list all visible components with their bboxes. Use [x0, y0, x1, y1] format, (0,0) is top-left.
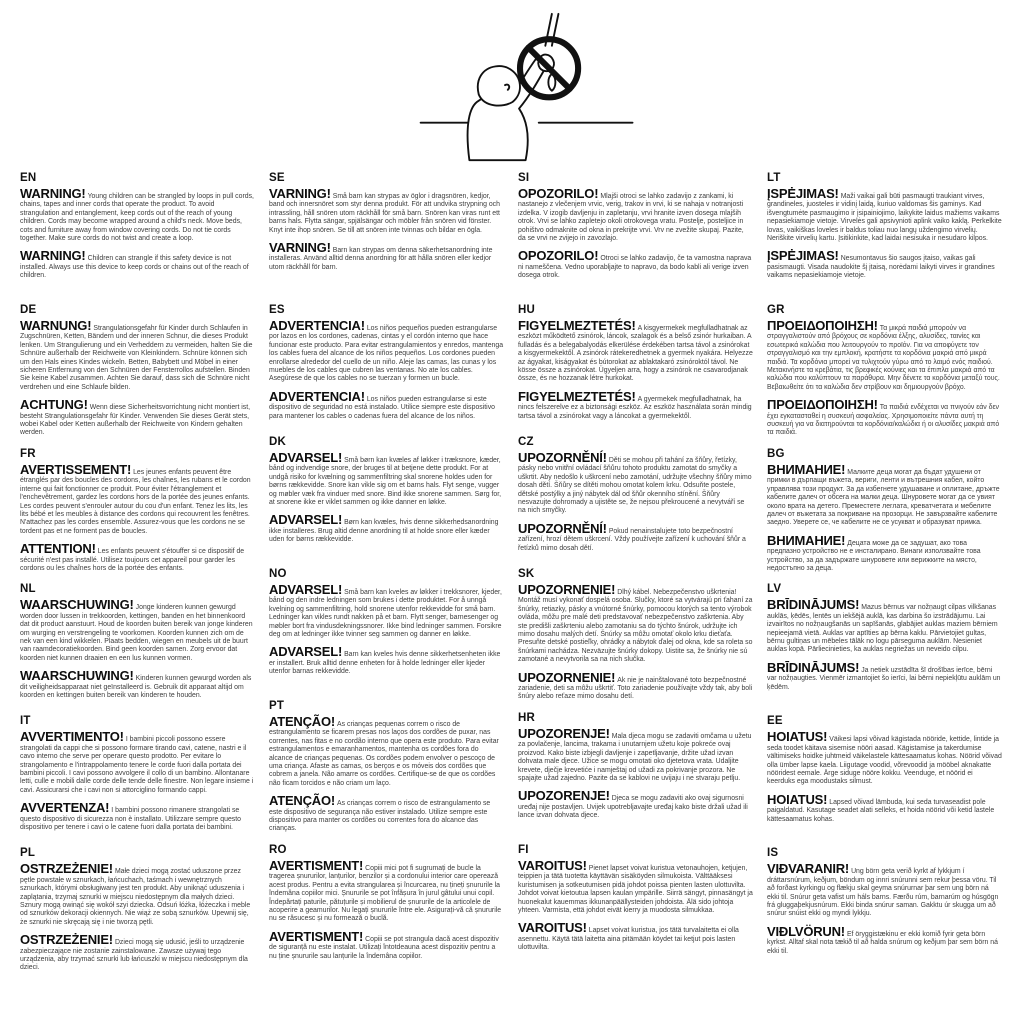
warning-text: A kisgyermekek megfulladhatnak az eszközt működtető zsinórok, láncok, szalagok és a belső zsinór hurkaiban. A fulladás és a belegabalyodás elkerülése érdekében tartsa távol a zsinórokat a kisgyermekektől. A zsinórok rátekeredhetnek a gyermek nyakára. Helyezze az ágyakat, kiságyakat és bútorokat az ablaktakaró zsinóroktól távol. Ne kösse össze a zsinórokat. Ügyeljen arra, hogy a zsinórok ne csavarodjanak össze, és ne hozzanak létre hurkokat. [518, 325, 753, 383]
warning-title: ATTENTION! [20, 541, 96, 557]
warning-text: Små børn kan kvæles af løkker i træksnore, kæder, bånd og indvendige snore, der bruges til at betjene dette produkt. For at undgå risiko for kvælning og sammenfiltring skal snorene holdes uden for børns rækkevidde. Snore kan vikle sig om et barns hals. Flyt senge, vugger og møbler væk fra vinduer med snore. Bind ikke snorene sammen. Sørg for, at snorene ikke er viklet sammen og ikke danner en løkke. [269, 457, 502, 507]
warning-text: Los niños pueden estrangularse si este dispositivo de seguridad no está instalado. Utilice siempre este dispositivo para mantener los cables o cadenas fuera del alcance de los niños. [269, 395, 495, 420]
language-code: EE [767, 715, 783, 728]
warning-paragraph [518, 187, 753, 243]
warning-paragraph [269, 319, 504, 384]
language-code: IT [20, 715, 31, 728]
warning-text: Децата може да се задушат, ако това предпазно устройство не е инсталирано. Винаги използвайте това устройство, за да задържате шнуровете или верижките на място, недостъпно за деца. [767, 539, 981, 572]
warning-title: ACHTUNG! [20, 397, 88, 413]
warning-paragraph [269, 794, 504, 834]
section-se [269, 172, 504, 294]
section-pt [269, 700, 504, 834]
warning-paragraph [767, 398, 1002, 438]
warning-text: Małe dzieci mogą zostać uduszone przez pętle powstałe w sznurkach, łańcuchach, taśmach i wewnętrznych sznurkach, którymi obsługiwany jest ten produkt. Aby uniknąć uduszenia i zaplątania, trzymaj sznurki w miejscu niedostępnym dla małych dzieci. Sznury mogą owinąć się wokół szyi dziecka. Odsuń łóżka, łóżeczka i meble od sznurków dekoracji okiennych. Nie wiąż ze sobą sznurków. Upewnij się, że sznurki nie skręcają się i nie tworzą pętli. [20, 868, 251, 926]
language-code: SE [269, 172, 285, 184]
warning-title: AVERTISMENT! [269, 857, 364, 873]
warning-text: Små barn kan kveles av løkker i trekksnorer, kjeder, bånd og den indre ledningen som brukes i dette produktet. For å unngå kvelning og sammenfiltring, hold snorene utenfor rekkevidde for små barn. Ledninger kan vikles rundt nakken på et barn. Flytt senger, barnesenger og møbler bort fra vindusdekningssnorer. Ikke bind ledninger sammen. Forsikre deg om at ledninger ikke tvinner seg sammen og danner en løkke. [269, 589, 502, 639]
section-hr [518, 712, 753, 834]
section-si [518, 172, 753, 294]
warning-title: ADVERTENCIA! [269, 318, 365, 333]
warning-paragraph [20, 933, 255, 973]
warning-title: ADVARSEL! [269, 582, 343, 597]
warning-paragraph [269, 715, 504, 788]
section-no [269, 568, 504, 690]
warning-paragraph [20, 319, 255, 392]
warning-text: Djeca se mogu zadaviti ako ovaj sigurnosni uređaj nije postavljen. Uvijek upotrebljavajte uređaj kako biste držali užad ili lance izvan dohvata djece. [518, 795, 748, 820]
warning-paragraph [518, 249, 753, 280]
warning-paragraph [767, 319, 1002, 392]
warning-title: VAROITUS! [518, 857, 587, 873]
section-de [20, 304, 255, 438]
section-lt [767, 172, 1002, 294]
warning-title: BRĪDINĀJUMS! [767, 659, 860, 675]
warning-text: Dzieci mogą się udusić, jeśli to urządzenie zabezpieczające nie zostanie zainstalowane. Zawsze używaj tego urządzenia, aby trzymać sznurki lub łańcuszki w miejscu niedostępnym dla dzieci. [20, 939, 248, 972]
warning-title: ΠΡΟΕΙΔΟΠΟΙΗΣΗ! [767, 397, 878, 413]
warning-paragraph [767, 925, 1002, 956]
warning-text: As crianças correm o risco de estrangulamento se este dispositivo de segurança não estiver instalado. Utilize sempre este dispositivo para manter os cordões ou correntes fora do alcance das crianças. [269, 800, 491, 833]
language-code: GR [767, 304, 785, 316]
warning-text: I bambini piccoli possono essere strangolati da cappi che si possono formare tirando cavi, catene, nastri e il cavo interno che serve per operare questo prodotto. Per evitare lo strangolamento e l'intrappolamento tenere le corde fuori dalla portata dei bambini piccoli. I cavi possono avvolgere il collo di un bambino. Allontanare letti, culle e mobili dalle corde delle tende delle finestre. Non legare insieme i cavi. Assicurarsi che i cavi non si attorciglino formando cappi. [20, 736, 254, 794]
warning-title: OPOZORILO! [518, 186, 599, 201]
language-code: PT [269, 700, 285, 712]
warning-paragraph [20, 542, 255, 573]
warning-title: ВНИМАНИЕ! [767, 461, 846, 477]
section-ee [767, 715, 1002, 837]
language-code: FI [518, 843, 529, 856]
warning-paragraph [767, 793, 1002, 824]
language-code: SI [518, 172, 530, 184]
warning-text: Barn kan kveles hvis denne sikkerhetsenheten ikke er installert. Bruk alltid denne enheten for å holde ledninger eller kjeder utenfor barnas rekkevidde. [269, 651, 501, 676]
section-hu [518, 304, 753, 426]
column-1 [20, 172, 255, 979]
language-code: FR [20, 447, 36, 460]
language-code: PL [20, 847, 36, 860]
language-code: HU [518, 304, 536, 316]
warning-title: OSTRZEŻENIE! [20, 861, 113, 877]
language-code: DE [20, 304, 37, 316]
column-3 [518, 172, 753, 979]
language-code: EN [20, 172, 37, 184]
section-dk [269, 436, 504, 558]
section-pl [20, 847, 255, 972]
warning-text: Ef öryggistækinu er ekki komið fyrir geta börn kyrkst. Alltaf skal nota tækið til að halda snúrum og keðjum þar sem börn ná ekki til. [767, 930, 998, 955]
warning-paragraph [518, 522, 753, 553]
warning-text: Los niños pequeños pueden estrangularse por lazos en los cordones, cadenas, cintas y el cordón interno que hace funcionar este producto. Para evitar estrangulamientos y enredos, mantenga los cables fuera del alcance de los niños pequeños. Los cordones pueden enrollarse alrededor del cuello de un niño. Aleje las camas, las cunas y los muebles de los cables que cubren las ventanas. No ate los cables. Asegúrese de que los cables no se tuerzan y formen un bucle. [269, 325, 504, 383]
warning-paragraph [20, 801, 255, 832]
illustration [50, 12, 1004, 164]
warning-text: Barn kan strypas om denna säkerhetsanordning inte installeras. Använd alltid denna anordning för att hålla snören eller kedjor utom räckhåll för barn. [269, 247, 493, 271]
warning-text: Ak nie je nainštalované toto bezpečnostné zariadenie, deti sa môžu uškrtiť. Toto zariadenie používajte vždy tak, aby boli šnúry alebo reťaze mimo dosahu detí. [518, 676, 753, 701]
warning-text: Strangulationsgefahr für Kinder durch Schlaufen in Zugschnüren, Ketten, Bändern und der inneren Schnur, die dieses Produkt lenken. Um Strangulierung und ein Verheddern zu vermeiden, halten Sie die Schnüre außerhalb der Reichweite von Kleinkindern. Schnüre können sich um den Hals eines Kindes wickeln. Betten, Babybett und Möbel in einer sicheren Entfernung von den Schnüren der Fensterrollos aufstellen. Binden Sie keine Kabel zusammen. Achten Sie darauf, dass sich die Schnüre nicht verdrehen und eine Schlaufe bilden. [20, 325, 253, 391]
warning-paragraph [269, 859, 504, 924]
section-sk [518, 568, 753, 702]
warning-title: ADVARSEL! [269, 512, 343, 528]
warning-title: UPOZORENJE! [518, 725, 610, 741]
warning-text: Väikesi lapsi võivad kägistada nööride, kettide, lintide ja seda toodet käitava sisemise nööri aasad. Kägistamise ja takerdumise vältimiseks hoidke juhtmeid väikelastele kättesaamatus kohas. Nöörid võivad olla ümber lapse kaela. Liigutage voodid, võrevoodid ja mööbel aknakatte nööridest eemale. Ärge siduge nööre kokku. Veenduge, et nöörid ei keerduks ega moodustaks silmust. [767, 736, 1002, 786]
warning-text: Děti se mohou při tahání za šňůry, řetízky, pásky nebo vnitřní ovládací šňůru tohoto produktu zamotat do smyčky a uškrtit. Aby nedošlo k uškrcení nebo zamotání, udržujte všechny šňůry mimo dosah dětí. Šňůry se dítěti mohou omotat kolem krku. Odsuňte postele, dětské postýlky a jiný nábytek dál od šňůr okenního stínění. Šňůry nesvazujte dohromady a ujistěte se, že nejsou překroucené a nevytváří se na nich smyčky. [518, 457, 752, 515]
warning-text: I bambini possono rimanere strangolati se questo dispositivo di sicurezza non è installato. Utilizzare sempre questo dispositivo per tenere i cavi o le catene fuori dalla portata dei bambini. [20, 807, 241, 831]
language-code: ES [269, 304, 285, 316]
warning-title: WARNUNG! [20, 318, 92, 333]
warning-paragraph [518, 583, 753, 665]
warning-title: UPOZORNENIE! [518, 669, 616, 685]
section-ro [269, 844, 504, 966]
warning-paragraph [20, 598, 255, 663]
section-es [269, 304, 504, 426]
language-code: LV [767, 583, 782, 596]
warning-paragraph [518, 451, 753, 516]
language-code: DK [269, 436, 287, 448]
warning-title: WAARSCHUWING! [20, 668, 134, 684]
warning-paragraph [269, 241, 504, 272]
warning-title: AVVERTENZA! [20, 800, 110, 816]
warning-text: Kinderen kunnen gewurgd worden als dit veiligheidsapparaat niet geïnstalleerd is. Gebruik dit apparaat altijd om koorden en kettingen buiten bereik van kinderen te houden. [20, 675, 252, 699]
column-4 [767, 172, 1002, 979]
warning-paragraph [269, 645, 504, 676]
warning-title: FIGYELMEZTETÉS! [518, 318, 636, 333]
warning-text: Ung börn geta verið kyrkt af lykkjum í dráttarsnúrum, keðjum, böndum og innri snúrunni sem rekur þessa vöru. Til að forðast kyrkingu og flækju skal geyma snúrurnar þar sem ung börn ná ekki til. Snúrur geta vafist um háls barns. Færðu rúm, barnarúm og húsgögn frá gluggaþekjusnúrum. Ekki binda snúrur saman. Gakktu úr skugga um að snúrur snúist ekki og myndi lykkju. [767, 868, 999, 918]
section-nl [20, 583, 255, 705]
language-code: NO [269, 568, 287, 580]
section-bg [767, 448, 1002, 573]
warning-title: FIGYELMEZTETÉS! [518, 388, 636, 404]
section-fr [20, 448, 255, 573]
section-is [767, 847, 1002, 969]
language-grid [20, 172, 1004, 979]
warning-title: UPOZORNĚNÍ! [518, 520, 607, 536]
warning-text: Lapset voivat kuristua, jos tätä turvalaitetta ei olla asennettu. Käytä tätä laitetta aina pitämään köydet tai ketjut pois lasten ulottuvilta. [518, 927, 739, 952]
warning-text: Otroci se lahko zadavijo, če ta varnostna naprava ni nameščena. Vedno uporabljajte to napravo, da bodo kabli ali verige izven dosega otrok. [518, 255, 752, 280]
warning-paragraph [767, 187, 1002, 243]
language-code: LT [767, 172, 781, 184]
warning-paragraph [767, 598, 1002, 654]
warning-title: WAARSCHUWING! [20, 597, 134, 613]
language-code: SK [518, 568, 535, 580]
warning-paragraph [518, 859, 753, 915]
warning-text: Nesumontavus šio saugos įtaiso, vaikas gali pasismaugti. Visada naudokite šį įtaisą, norėdami laikyti virves ir grandines vaikams nepasiekiamoje vietoje. [767, 255, 995, 280]
warning-title: ADVARSEL! [269, 450, 343, 465]
section-cz [518, 436, 753, 558]
warning-title: VIÐLVÖRUN! [767, 923, 845, 939]
warning-text: Ja netiek uzstādīta šī drošības ierīce, bērni var nožņaugties. Vienmēr izmantojiet šo ierīci, lai bērni nepiekļūtu auklām un ķēdēm. [767, 666, 1001, 691]
warning-title: WARNING! [20, 248, 86, 264]
warning-paragraph [767, 534, 1002, 574]
warning-paragraph [20, 398, 255, 438]
language-code: HR [518, 711, 536, 724]
warning-paragraph [269, 930, 504, 961]
warning-text: Copiii se pot strangula dacă acest dispozitiv de siguranță nu este instalat. Utilizați întotdeauna acest dispozitiv pentru a nu ține șnururile sau lanțurile la îndemâna copiilor. [269, 935, 499, 960]
warning-text: Maži vaikai gali būti pasmaugti traukiant virves, grandineles, juosteles ir vidinį laidą, kuriuo valdomas šis gaminys. Kad išvengtumėte pasmaugimo ir įsipainiojimo, laikykite laidus mažiems vaikams nepasiekiamoje vietoje. Virvelės gali apsivynioti aplink vaiko kaklą. Perkelkite lovas, vaikiškas loveles ir baldus toliau nuo langų uždengimo virvelių. Neriškite virvelių kartu. Įsitikinkite, kad laidai nesisuka ir nesudaro kilpos. [767, 193, 1002, 243]
warning-text: Les jeunes enfants peuvent être étranglés par des boucles des cordons, les chaînes, les rubans et le cordon interne qui fait fonctionner ce produit. Pour éviter l'étranglement et l'enchevêtrement, gardez les cordons hors de la portée des jeunes enfants. Les cordes peuvent s'enrouler autour du cou d'un enfant. Tenez les lits, les lits bébé et les meubles à distance des cordons qui recouvrent les fenêtres. N'attachez pas les cordes ensemble. Assurez-vous que les cordons ne se tordent pas et ne forment pas de boucles. [20, 468, 251, 535]
warning-text: Τα παιδιά ενδέχεται να πνιγούν εάν δεν έχει εγκατασταθεί η συσκευή ασφαλείας. Χρησιμοποιείτε πάντα αυτή τη συσκευή για να διατηρούνται τα κορδόνια/καλώδια ή οι αλυσίδες μακριά από τα παιδιά. [767, 404, 1000, 437]
language-code: IS [767, 847, 779, 860]
warning-title: ATENÇÃO! [269, 793, 336, 809]
warning-title: OSTRZEŻENIE! [20, 932, 113, 948]
warning-text: Les enfants peuvent s'étouffer si ce dispositif de sécurité n'est pas installé. Utilisez toujours cet appareil pour garder les cordons ou les chaînes hors de la portée des enfants. [20, 548, 245, 572]
warning-paragraph [767, 463, 1002, 528]
warning-paragraph [518, 921, 753, 952]
warning-title: UPOZORENJE! [518, 788, 610, 804]
warning-paragraph [269, 451, 504, 507]
warning-text: Pokud nenainstalujete toto bezpečnostní zařízení, hrozí dětem uškrcení. Vždy používejte zařízení k uchování šňůr a řetízků mimo dosah dětí. [518, 527, 746, 552]
warning-text: Jonge kinderen kunnen gewurgd worden door lussen in trekkoorden, kettingen, banden en het binnenkoord dat dit product aanstuurt. Houd de koorden buiten bereik van jonge kinderen om wurging en verstrengeling te voorkomen. Koorden kunnen zich om de nek van een kind wikkelen. Plaats bedden, wiegen en meubels uit de buurt van raamdecoratiekoorden. Bind geen koorden samen. Zorg ervoor dat koorden niet kunnen draaien en een lus kunnen vormen. [20, 604, 253, 662]
warning-paragraph [518, 319, 753, 384]
section-fi [518, 844, 753, 966]
warning-title: HOIATUS! [767, 791, 828, 807]
language-code: BG [767, 447, 785, 460]
warning-title: ĮSPĖJIMAS! [767, 248, 839, 264]
warning-paragraph [20, 862, 255, 927]
warning-title: ADVERTENCIA! [269, 388, 365, 404]
warning-title: VARNING! [269, 186, 331, 201]
warning-title: ĮSPĖJIMAS! [767, 186, 839, 201]
warning-title: AVVERTIMENTO! [20, 729, 124, 745]
warning-text: Copiii mici pot fi sugrumați de bucle la tragerea șnururilor, lanțurilor, benzilor și a cordonului interior care operează acest produs. Pentru a evita strangularea și încurcarea, nu țineți șnururile la îndemâna copiilor mici. Șnururile se pot înfășura în jurul gâtului unui copil. Îndepărtați paturile, pătuțurile și mobilierul de șnururile de la articolele de acoperire a geamurilor. Nu legați șnururile între ele. Asigurați-vă că șnururile nu se răsucesc și nu formează o buclă. [269, 864, 502, 923]
warning-title: ATENÇÃO! [269, 714, 336, 729]
warning-text: Børn kan kvæles, hvis denne sikkerhedsanordning ikke installeres. Brug altid denne anordning til at holde snore eller kæder uden for børns rækkevidde. [269, 519, 499, 544]
column-2 [269, 172, 504, 979]
warning-text: Mlajši otroci se lahko zadavijo z zankami, ki nastanejo z vlečenjem vrvic, verig, trakov in vrvi, ki se nahaja v notranjosti izdelka. V izogib davljenju in zapletanju, vrvi hranite izven dosega mlajših otrok. Vrvi se lahko zapletejo okoli otrokovega vratu. Postelje, posteljice in pohištvo odmaknite od okna in prekrijte vrvi. Vrv ne zvežite skupaj. Pazite, da se vrvi ne zvijejo in zavozlajo. [518, 193, 744, 243]
section-gr [767, 304, 1002, 438]
warning-text: Children can strangle if this safety device is not installed. Always use this device to keep cords or chains out of the reach of children. [20, 255, 249, 280]
warning-title: ВНИМАНИЕ! [767, 532, 846, 548]
warning-title: ΠΡΟΕΙΔΟΠΟΙΗΣΗ! [767, 318, 878, 333]
warning-paragraph [518, 727, 753, 783]
warning-paragraph [20, 249, 255, 280]
warning-paragraph [269, 390, 504, 421]
warning-text: Wenn diese Sicherheitsvorrichtung nicht montiert ist, besteht Strangulationsgefahr für Kinder. Verwenden Sie dieses Gerät stets, wobei Kabel oder Ketten außerhalb der Reichweite von Kindern gehalten werden. [20, 404, 251, 437]
warning-paragraph [269, 583, 504, 639]
warning-title: AVERTISSEMENT! [20, 461, 132, 477]
warning-paragraph [767, 661, 1002, 692]
warning-text: Mala djeca mogu se zadaviti omčama u užetu za povlačenje, lancima, trakama i unutarnjem užetu koje pokreće ovaj proizvod. Kako biste izbjegli davljenje i zapetljavanje, držite užad izvan dohvata male djece. Užice se mogu omotati oko djetetova vrata. Udaljite krevete, dječje krevetiće i namještaj od užadi za pokrivanje prozora. Ne spajajte užad zajedno. Pazite da se kablovi ne uvijaju i ne stvaraju petlju. [518, 732, 752, 782]
language-code: CZ [518, 436, 534, 448]
warning-paragraph [269, 187, 504, 235]
warning-text: Young children can be strangled by loops in pull cords, chains, tapes and inner cords that operate the product. To avoid strangulation and entanglement, keep cords out of the reach of young children. Cords may become wrapped around a child's neck. Move beds, cots and furniture away from window covering cords. Do not tie cords together. Make sure cords do not twist and create a loop. [20, 193, 254, 243]
warning-title: VARNING! [269, 240, 331, 256]
warning-text: Τα μικρά παιδιά μπορούν να στραγγαλιστούν από βρόχους σε κορδόνια έλξης, αλυσίδες, ταινίες και εσωτερικά καλώδια που λειτουργούν το προϊόν. Για να αποφύγετε τον στραγγαλισμό και την εμπλοκή, κρατήστε τα κορδόνια μακριά από μικρά παιδιά. Τα κορδόνια μπορεί να τυλιχτούν γύρω από το λαιμό ενός παιδιού. Μετακινήστε τα κρεβάτια, τις βρεφικές κούνιες και τα έπιπλα μακριά από τα καλώδια που καλύπτουν τα παράθυρα. Μην δένετε τα κορδόνια μεταξύ τους. Βεβαιωθείτε ότι τα καλώδια δεν στρίβουν και δημιουργούν βρόχο. [767, 325, 1000, 391]
warning-text: Dlhý kábel. Nebezpečenstvo uškrtenia! Montáž musí vykonať dospelá osoba. Slučky, ktoré sa vytvárajú pri ťahaní za šnúrky, retiazky, pásky a vnútorné šnúrky, pomocou ktorých sa tento výrobok ovláda, môžu pre malé deti predstavovať nebezpečenstvo zaškrtenia. Aby ste predišli zaškrteniu alebo zamotaniu sa do týchto šnúrok, udržujte ich mimo dosahu malých detí. Šnúrky sa môžu omotať okolo krku dieťaťa. Presuňte detské postieľky, ohrádky a nábytok ďalej od okna, kde sa roleta so šnúrkami nachádza. Nezväzujte šnúrky dokopy. Uistite sa, že šnúrky nie sú zamotané a nevytvorila sa na nich slučka. [518, 589, 753, 664]
warning-title: HOIATUS! [767, 729, 828, 745]
warning-paragraph [20, 730, 255, 795]
warning-text: Pienet lapset voivat kuristua vetonauhojen, ketjujen, teippien ja tätä tuotetta käyttävän sisäköyden silmukoista. Välttääksesi kuristumisen ja sotkeutumisen pidä johdot poissa pienten lasten ulottuvilta. Johdot voivat kietoutua lapsen kaulan ympärille. Siirrä sängyt, pinnasängyt ja huonekalut kauemmas ikkunanpäällysteiden johdoista. Älä sido johtoja yhteen. Varmista, että johdot eivät kierry ja muodosta silmukkaa. [518, 864, 753, 914]
section-en [20, 172, 255, 294]
warning-paragraph [20, 669, 255, 700]
warning-title: VAROITUS! [518, 920, 587, 936]
warning-paragraph [767, 862, 1002, 918]
warning-text: Малките деца могат да бъдат удушени от примки в дърпащи въжета, вериги, ленти и вътрешния кабел, който управлява този продукт. За да избегнете удушаване и оплитане, дръжте кабелите далеч от обсега на малки деца. Шнуровете могат да се увият около врата на детето. Преместете леглата, креватчетата и мебелите далеч от въжетата за покриване на прозорци. Не завързвайте кабелите заедно. Уверете се, че кабелите не се усукват и образуват примка. [767, 468, 1000, 527]
language-code: RO [269, 843, 287, 856]
language-code: NL [20, 583, 36, 596]
warning-paragraph [20, 463, 255, 536]
warning-title: WARNING! [20, 186, 86, 201]
child-reaching-cord-prohibition-icon [415, 12, 640, 162]
warning-text: A gyermekek megfulladhatnak, ha nincs felszerelve ez a biztonsági eszköz. Az eszköz használata során mindig tartsa távol a zsinórokat vagy a láncokat a gyermekektől. [518, 395, 752, 420]
warning-title: OPOZORILO! [518, 248, 599, 264]
warning-paragraph [518, 789, 753, 820]
warning-paragraph [269, 513, 504, 544]
warning-title: VIÐVARANIR! [767, 861, 850, 877]
warning-title: AVERTISMENT! [269, 928, 364, 944]
warning-title: UPOZORNENIE! [518, 582, 616, 597]
warning-paragraph [767, 249, 1002, 280]
warning-text: As crianças pequenas correm o risco de estrangulamento se ficarem presas nos laços dos cordões de puxar, nas correntes, nas fitas e no cordão interno que opera este produto. Para evitar estrangulamentos e emaranhamentos, mantenha os cordões fora do alcance de crianças pequenas. Os cordões podem envolver o pescoço de uma criança. Afaste as camas, os berços e os móveis dos cordões que cobrem a janela. Não amarre os cordões. Certifique-se de que os cordões não ficam torcidos e não criam um laço. [269, 721, 499, 787]
warning-text: Lapsed võivad lämbuda, kui seda turvaseadist pole paigaldatud. Kasutage seadet alati selleks, et hoida nöörid või ketid lastele kättesaamatus kohas. [767, 798, 995, 823]
warning-paragraph [20, 187, 255, 243]
warning-text: Mazus bērnus var nožņaugt cilpas vilkšanas auklās, ķēdēs, lentēs un iekšējā auklā, kas darbina šo izstrādājumu. Lai izvairītos no nožņaugšanās un sapīšanās, glabājiet auklas maziem bērniem nepieejamā vietā. Auklas var aptīties ap bērna kaklu. Pārvietojiet gultas, bērnu gultiņas un mēbeles tālāk no logu pārseguma auklām. Nesieniet auklas kopā. Pārliecinieties, ka auklas negriežas un neveido cilpu. [767, 604, 998, 654]
warning-paragraph [518, 671, 753, 702]
warning-title: ADVARSEL! [269, 644, 343, 660]
warning-paragraph [518, 390, 753, 421]
warning-title: UPOZORNĚNÍ! [518, 450, 607, 465]
warning-paragraph [767, 730, 1002, 786]
warning-title: BRĪDINĀJUMS! [767, 597, 860, 613]
section-it [20, 715, 255, 837]
section-lv [767, 583, 1002, 705]
warning-text: Små barn kan strypas av öglor i dragsnören, kedjor, band och innersnöret som styr denna produkt. För att undvika strypning och intrassling, håll snören utom räckhåll för små barn. Snören kan viras runt ett barns hals. Flytta sängar, spjälsängar och möbler från snören vid fönster. Knyt inte ihop snören. Se till att snören inte tvinnas och bildar en ögla. [269, 193, 500, 234]
